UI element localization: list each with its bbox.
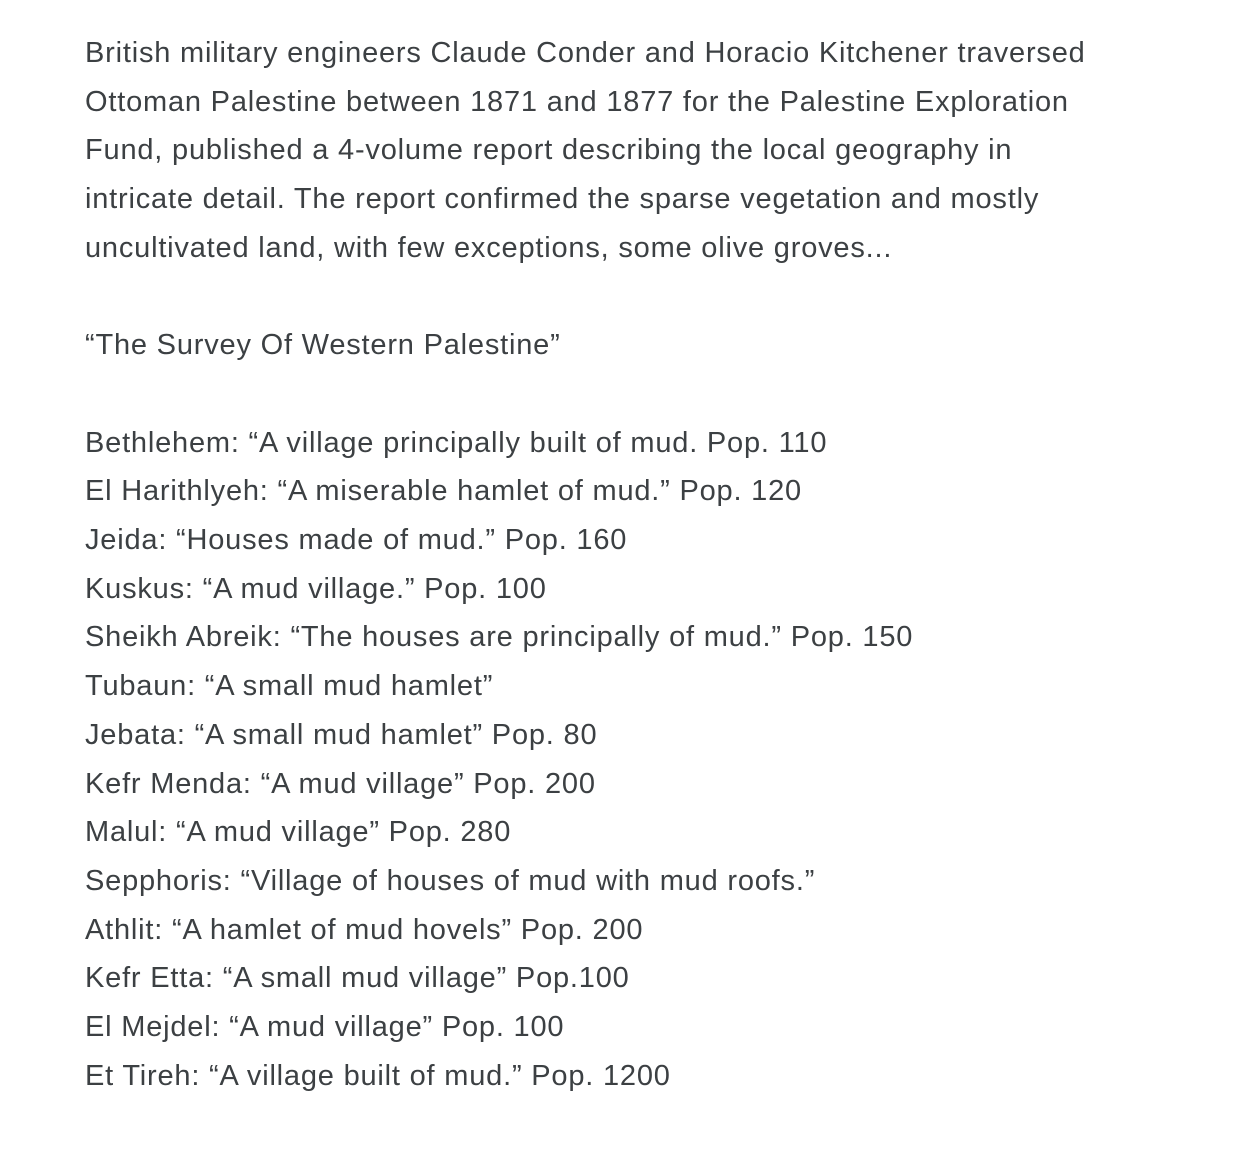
village-entry: Tubaun: “A small mud hamlet” <box>85 670 494 703</box>
village-entry: Kuskus: “A mud village.” Pop. 100 <box>85 572 547 605</box>
village-entry: Malul: “A mud village” Pop. 280 <box>85 816 512 849</box>
village-list <box>85 419 1209 1101</box>
village-entry: El Harithlyeh: “A miserable hamlet of mud.” Pop. 120 <box>85 475 802 508</box>
intro-paragraph <box>85 29 1209 273</box>
village-entry: Et Tireh: “A village built of mud.” Pop. 1200 <box>85 1059 671 1092</box>
village-entry: Sheikh Abreik: “The houses are principally of mud.” Pop. 150 <box>85 621 914 654</box>
intro-line: British military engineers Claude Conder and Horacio Kitchener traversed <box>85 37 1086 69</box>
intro-line: intricate detail. The report confirmed the sparse vegetation and mostly <box>85 183 1040 216</box>
survey-title: “The Survey Of Western Palestine” <box>85 329 561 362</box>
intro-line: Fund, published a 4-volume report describing the local geography in <box>85 134 1013 167</box>
village-entry: Jebata: “A small mud hamlet” Pop. 80 <box>85 718 598 751</box>
village-entry: Jeida: “Houses made of mud.” Pop. 160 <box>85 524 628 556</box>
village-entry: El Mejdel: “A mud village” Pop. 100 <box>85 1011 565 1044</box>
village-entry: Kefr Menda: “A mud village” Pop. 200 <box>85 767 596 800</box>
intro-line: Ottoman Palestine between 1871 and 1877 for the Palestine Exploration <box>85 85 1069 118</box>
village-entry: Bethlehem: “A village principally built of mud. Pop. 110 <box>85 426 828 459</box>
village-entry: Athlit: “A hamlet of mud hovels” Pop. 200 <box>85 913 644 946</box>
village-entry: Kefr Etta: “A small mud village” Pop.100 <box>85 962 630 995</box>
intro-line: uncultivated land, with few exceptions, some olive groves... <box>85 231 893 264</box>
village-entry: Sepphoris: “Village of houses of mud with mud roofs.” <box>85 864 816 897</box>
